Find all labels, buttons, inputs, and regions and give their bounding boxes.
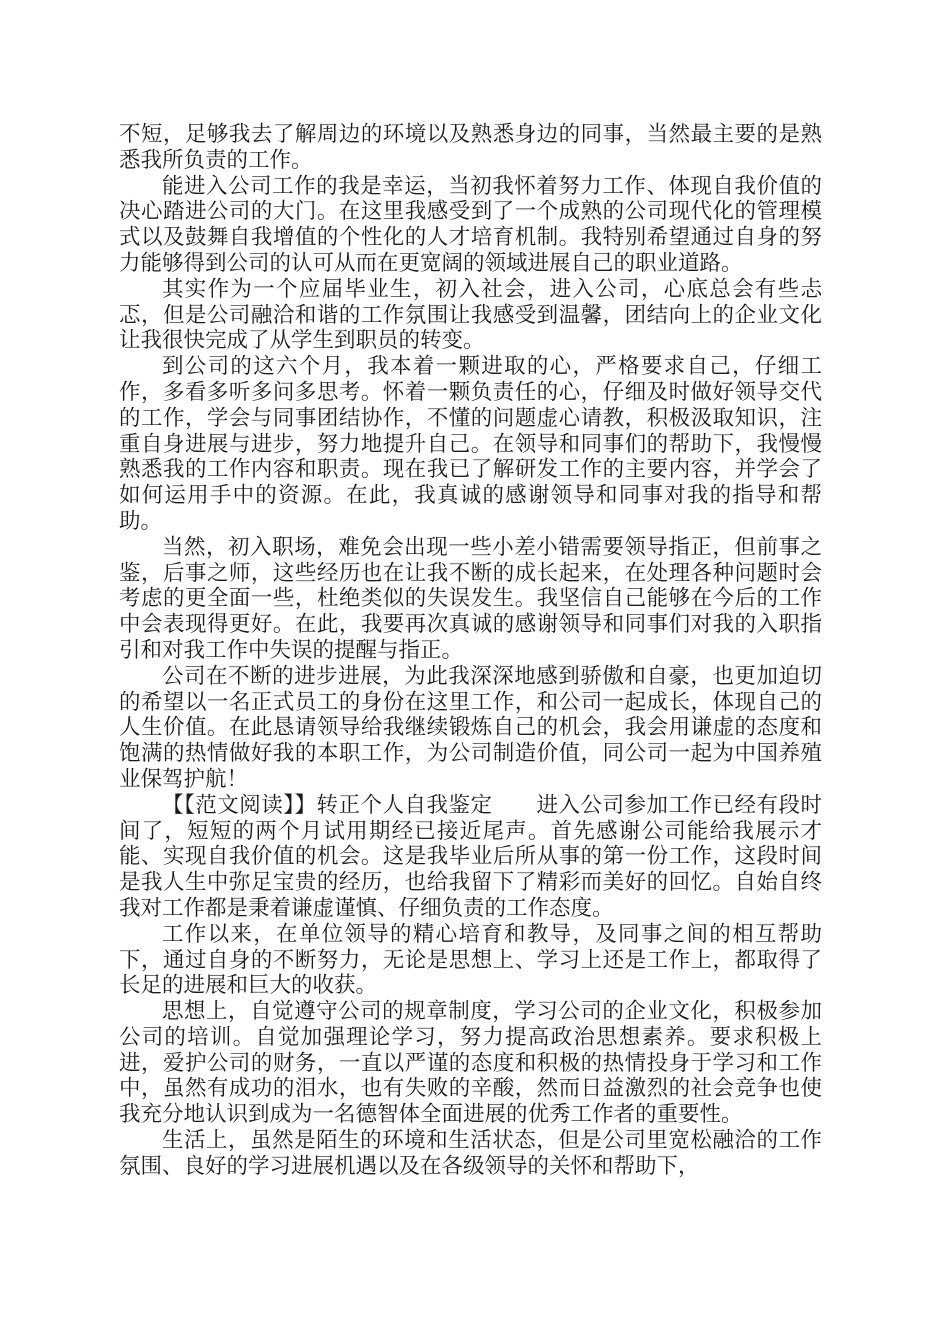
paragraph-3: 其实作为一个应届毕业生，初入社会，进入公司，心底总会有些忐忑，但是公司融洽和谐的工作氛围让我感受到温馨，团结向上的企业文化让我很快完成了从学生到职员的转变。 [119,276,822,354]
document-body [119,122,822,1180]
paragraph-5: 当然，初入职场，难免会出现一些小差小错需要领导指正，但前事之鉴，后事之师，这些经历也在让我不断的成长起来，在处理各种问题时会考虑的更全面一些，杜绝类似的失误发生。我坚信自己能够在今后的工作中会表现得更好。在此，我要再次真诚的感谢领导和同事们对我的入职指引和对我工作中失误的提醒与指正。 [119,534,822,663]
paragraph-9: 思想上，自觉遵守公司的规章制度，学习公司的企业文化，积极参加公司的培训。自觉加强理论学习，努力提高政治思想素养。要求积极上进，爱护公司的财务，一直以严谨的态度和积极的热情投身于学习和工作中，虽然有成功的泪水，也有失败的辛酸，然而日益激烈的社会竞争也使我充分地认识到成为一名德智体全面进展的优秀工作者的重要性。 [119,999,822,1128]
paragraph-4: 到公司的这六个月，我本着一颗进取的心，严格要求自己，仔细工作，多看多听多问多思考。怀着一颗负责任的心，仔细及时做好领导交代的工作，学会与同事团结协作，不懂的问题虚心请教，积极汲取知识，注重自身进展与进步，努力地提升自己。在领导和同事们的帮助下，我慢慢熟悉我的工作内容和职责。现在我已了解研发工作的主要内容，并学会了如何运用手中的资源。在此，我真诚的感谢领导和同事对我的指导和帮助。 [119,354,822,534]
paragraph-8: 工作以来，在单位领导的精心培育和教导，及同事之间的相互帮助下，通过自身的不断努力，无论是思想上、学习上还是工作上，都取得了长足的进展和巨大的收获。 [119,921,822,999]
paragraph-10: 生活上，虽然是陌生的环境和生活状态，但是公司里宽松融洽的工作氛围、良好的学习进展机遇以及在各级领导的关怀和帮助下， [119,1128,822,1179]
paragraph-6: 公司在不断的进步进展，为此我深深地感到骄傲和自豪，也更加迫切的希望以一名正式员工的身份在这里工作，和公司一起成长，体现自己的人生价值。在此恳请领导给我继续锻炼自己的机会，我会用谦虚的态度和饱满的热情做好我的本职工作，为公司制造价值，同公司一起为中国养殖业保驾护航！ [119,663,822,792]
paragraph-2: 能进入公司工作的我是幸运，当初我怀着努力工作、体现自我价值的决心踏进公司的大门。在这里我感受到了一个成熟的公司现代化的管理模式以及鼓舞自我增值的个性化的人才培育机制。我特别希望通过自身的努力能够得到公司的认可从而在更宽阔的领域进展自己的职业道路。 [119,173,822,276]
paragraph-7: 【【范文阅读】】转正个人自我鉴定 进入公司参加工作已经有段时间了，短短的两个月试用期经已接近尾声。首先感谢公司能给我展示才能、实现自我价值的机会。这是我毕业后所从事的第一份工作，这段时间是我人生中弥足宝贵的经历，也给我留下了精彩而美好的回忆。自始自终我对工作都是秉着谦虚谨慎、仔细负责的工作态度。 [119,792,822,921]
paragraph-1: 不短，足够我去了解周边的环境以及熟悉身边的同事，当然最主要的是熟悉我所负责的工作。 [119,122,822,173]
